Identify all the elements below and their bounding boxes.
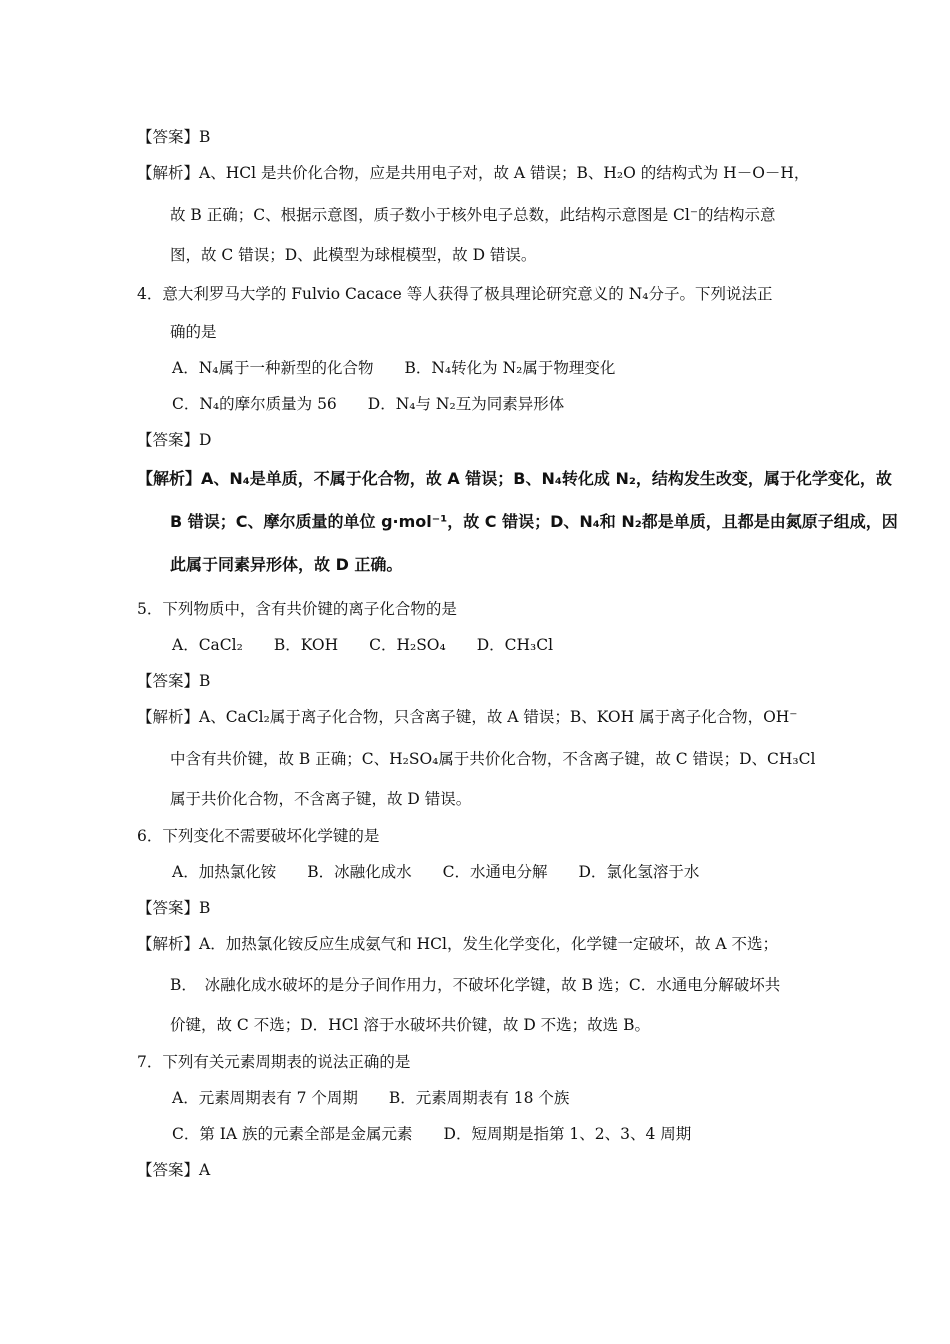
explanation-q5-line2: 中含有共价键，故 B 正确；C、H₂SO₄属于共价化合物，不含离子键，故 C 错误；D、CH₃Cl	[170, 750, 816, 768]
explanation-q4-line3: 此属于同素异形体，故 D 正确。	[170, 555, 403, 574]
answer-q3: 【答案】B	[137, 128, 211, 146]
explanation-q3-line1: 【解析】A、HCl 是共价化合物，应是共用电子对，故 A 错误；B、H₂O 的结构式为 H－O－H，	[137, 164, 810, 182]
question-4-options-ab: A．N₄属于一种新型的化合物 B．N₄转化为 N₂属于物理变化	[172, 359, 616, 377]
explanation-q4-line1: 【解析】A、N₄是单质，不属于化合物，故 A 错误；B、N₄转化成 N₂，结构发生改变，属于化学变化，故	[137, 469, 892, 488]
explanation-q4-line2: B 错误；C、摩尔质量的单位 g·mol⁻¹，故 C 错误；D、N₄和 N₂都是单质，且都是由氮原子组成，因	[170, 512, 898, 531]
question-4-options-cd: C．N₄的摩尔质量为 56 D．N₄与 N₂互为同素异形体	[172, 395, 565, 413]
explanation-q3-line3: 图，故 C 错误；D、此模型为球棍模型，故 D 错误。	[170, 246, 537, 264]
question-4-stem-line1: 4．意大利罗马大学的 Fulvio Cacace 等人获得了极具理论研究意义的 N₄分子。下列说法正	[137, 285, 773, 303]
question-7-stem: 7．下列有关元素周期表的说法正确的是	[137, 1053, 411, 1071]
explanation-q3-line2: 故 B 正确；C、根据示意图，质子数小于核外电子总数，此结构示意图是 Cl⁻的结构示意	[170, 206, 776, 224]
answer-q5: 【答案】B	[137, 672, 211, 690]
question-7-options-ab: A．元素周期表有 7 个周期 B．元素周期表有 18 个族	[172, 1089, 570, 1107]
question-6-stem: 6．下列变化不需要破坏化学键的是	[137, 827, 380, 845]
explanation-q6-line3: 价键，故 C 不选；D．HCl 溶于水破坏共价键，故 D 不选；故选 B。	[170, 1016, 651, 1034]
answer-q6: 【答案】B	[137, 899, 211, 917]
answer-q4: 【答案】D	[137, 431, 212, 449]
question-5-options: A．CaCl₂ B．KOH C．H₂SO₄ D．CH₃Cl	[172, 636, 554, 654]
explanation-q5-line1: 【解析】A、CaCl₂属于离子化合物，只含离子键，故 A 错误；B、KOH 属于离子化合物，OH⁻	[137, 708, 798, 726]
question-7-options-cd: C．第 IA 族的元素全部是金属元素 D．短周期是指第 1、2、3、4 周期	[172, 1125, 692, 1143]
question-6-options: A．加热氯化铵 B．冰融化成水 C．水通电分解 D．氯化氢溶于水	[172, 863, 700, 881]
explanation-q6-line1: 【解析】A．加热氯化铵反应生成氨气和 HCl，发生化学变化，化学键一定破坏，故 A 不选；	[137, 935, 779, 953]
explanation-q5-line3: 属于共价化合物，不含离子键，故 D 错误。	[170, 790, 472, 808]
question-5-stem: 5．下列物质中，含有共价键的离子化合物的是	[137, 600, 457, 618]
answer-q7: 【答案】A	[137, 1161, 211, 1179]
explanation-q6-line2: B． 冰融化成水破坏的是分子间作用力，不破坏化学键，故 B 选；C．水通电分解破坏共	[170, 976, 781, 994]
question-4-stem-line2: 确的是	[170, 323, 217, 341]
